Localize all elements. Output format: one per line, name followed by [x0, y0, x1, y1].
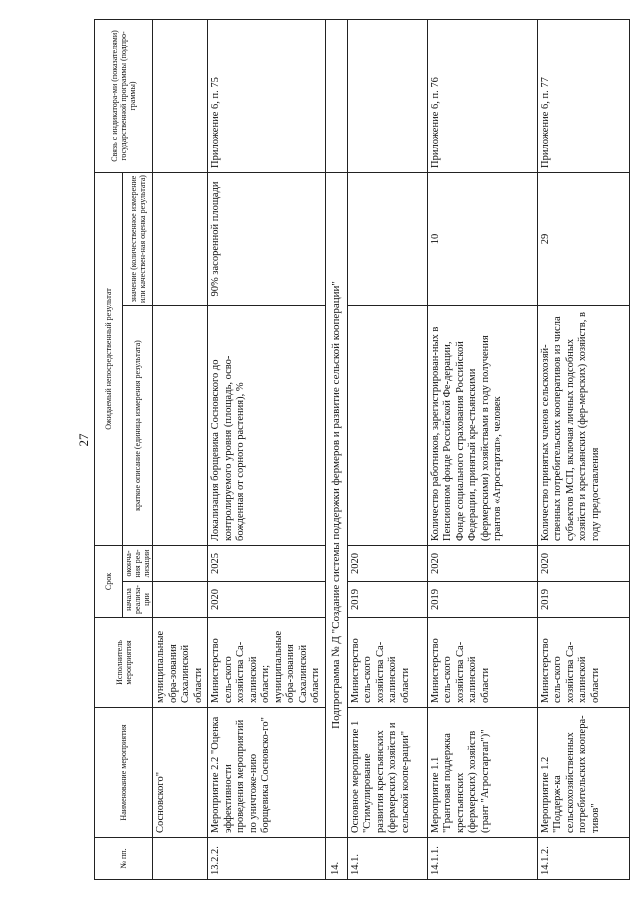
header-result: Ожидаемый непосредственный результат — [95, 172, 123, 545]
cell-start — [153, 582, 208, 618]
header-result-desc: краткое описание (единица измерения результата) — [123, 305, 153, 545]
cell-end — [153, 545, 208, 581]
table-header — [95, 19, 153, 879]
section-title: Подпрограмма № Д "Создание системы поддержки фермеров и развитие сельской кооперации" — [325, 172, 347, 837]
cell-desc — [347, 305, 427, 545]
table-body — [153, 19, 630, 879]
cell-desc: Количество работников, зарегистрирован-ных в Пенсионном фонде Российской Фе-дерации, Фонде социального страхования Российской Федерации, принятый кре-стьянскими (фермерскими) хозяйствами в году получения грантов «Агростартап», человек — [427, 305, 537, 545]
cell-start: 2019 — [427, 582, 537, 618]
cell-end: 2020 — [537, 545, 629, 581]
table-row — [537, 19, 629, 879]
measures-table — [94, 19, 630, 880]
header-result-value: значение (количественное измерение или качествен-ная оценка результата) — [123, 172, 153, 305]
page-number: 27 — [76, 433, 91, 447]
rotated-table-sheet — [94, 20, 624, 880]
header-name: Наименование мероприятия — [95, 708, 153, 838]
cell-executor: Министерство сель-ского хозяйства Са-халинской области — [537, 618, 629, 708]
cell-link — [347, 19, 427, 172]
section-num: 14. — [325, 838, 347, 880]
cell-value — [153, 172, 208, 305]
section-empty-cell — [325, 19, 347, 172]
cell-end: 2020 — [427, 545, 537, 581]
cell-end: 2025 — [208, 545, 326, 581]
cell-value: 10 — [427, 172, 537, 305]
cell-link: Приложение 6, п. 76 — [427, 19, 537, 172]
cell-value: 90% засоренной площади — [208, 172, 326, 305]
cell-start: 2019 — [347, 582, 427, 618]
cell-start: 2020 — [208, 582, 326, 618]
cell-num: 13.2.2. — [208, 838, 326, 880]
cell-num — [153, 838, 208, 880]
cell-desc: Количество принятых членов сельскохозяй-ственных потребительских кооперативов из числа субъектов МСП, включая личных подсобных хозяйств и крестьянских (фер-мерских) хозяйств, в году предоставления — [537, 305, 629, 545]
cell-executor: муниципальные обра-зования Сахалинской области — [153, 618, 208, 708]
cell-link: Приложение 6, п. 75 — [208, 19, 326, 172]
cell-value: 29 — [537, 172, 629, 305]
cell-name: Мероприятие 1.2 "Поддерж-ка сельскохозяйственных потребительских коопера-тивов" — [537, 708, 629, 838]
cell-num: 14.1. — [347, 838, 427, 880]
cell-executor: Министерство сель-ского хозяйства Са-халинской области — [427, 618, 537, 708]
cell-name: Мероприятие 1.1 "Грантовая поддержка крестьянских (фермерских) хозяйств (грант "Агростартап")" — [427, 708, 537, 838]
cell-num: 14.1.1. — [427, 838, 537, 880]
cell-value — [347, 172, 427, 305]
cell-end: 2020 — [347, 545, 427, 581]
header-term: Срок — [95, 545, 123, 617]
cell-desc: Локализация борщевика Сосновского до контролируемого уровня (площадь, осво-божденная от сорного растения), % — [208, 305, 326, 545]
table-row — [153, 19, 208, 879]
table-row — [347, 19, 427, 879]
header-executor: Исполнитель мероприятия — [95, 618, 153, 708]
cell-name: Сосновского" — [153, 708, 208, 838]
table-row — [208, 19, 326, 879]
table-row — [427, 19, 537, 879]
header-num: № пп. — [95, 838, 153, 880]
cell-link: Приложение 6, п. 77 — [537, 19, 629, 172]
cell-name: Мероприятие 2.2 "Оценка эффективности проведения мероприятий по уничтоже-нию борщевика Сосновско-го" — [208, 708, 326, 838]
cell-desc — [153, 305, 208, 545]
header-term-start: начала реализа-ции — [123, 582, 153, 618]
cell-executor: Министерство сель-ского хозяйства Са-халинской области — [347, 618, 427, 708]
section-row — [325, 19, 347, 879]
cell-start: 2019 — [537, 582, 629, 618]
cell-num: 14.1.2. — [537, 838, 629, 880]
cell-name: Основное мероприятие 1 "Стимулирование развития крестьянских (фермерских) хозяйств и сельской коопе-рации" — [347, 708, 427, 838]
cell-executor: Министерство сель-ского хозяйства Са-халинской области; муниципальные обра-зования Сахалинской области — [208, 618, 326, 708]
header-link: Связь с индикатора-ми (показателями) государственной программы (подпро-граммы) — [95, 19, 153, 172]
cell-link — [153, 19, 208, 172]
header-term-end: оконча-ния реа-лизации — [123, 545, 153, 581]
